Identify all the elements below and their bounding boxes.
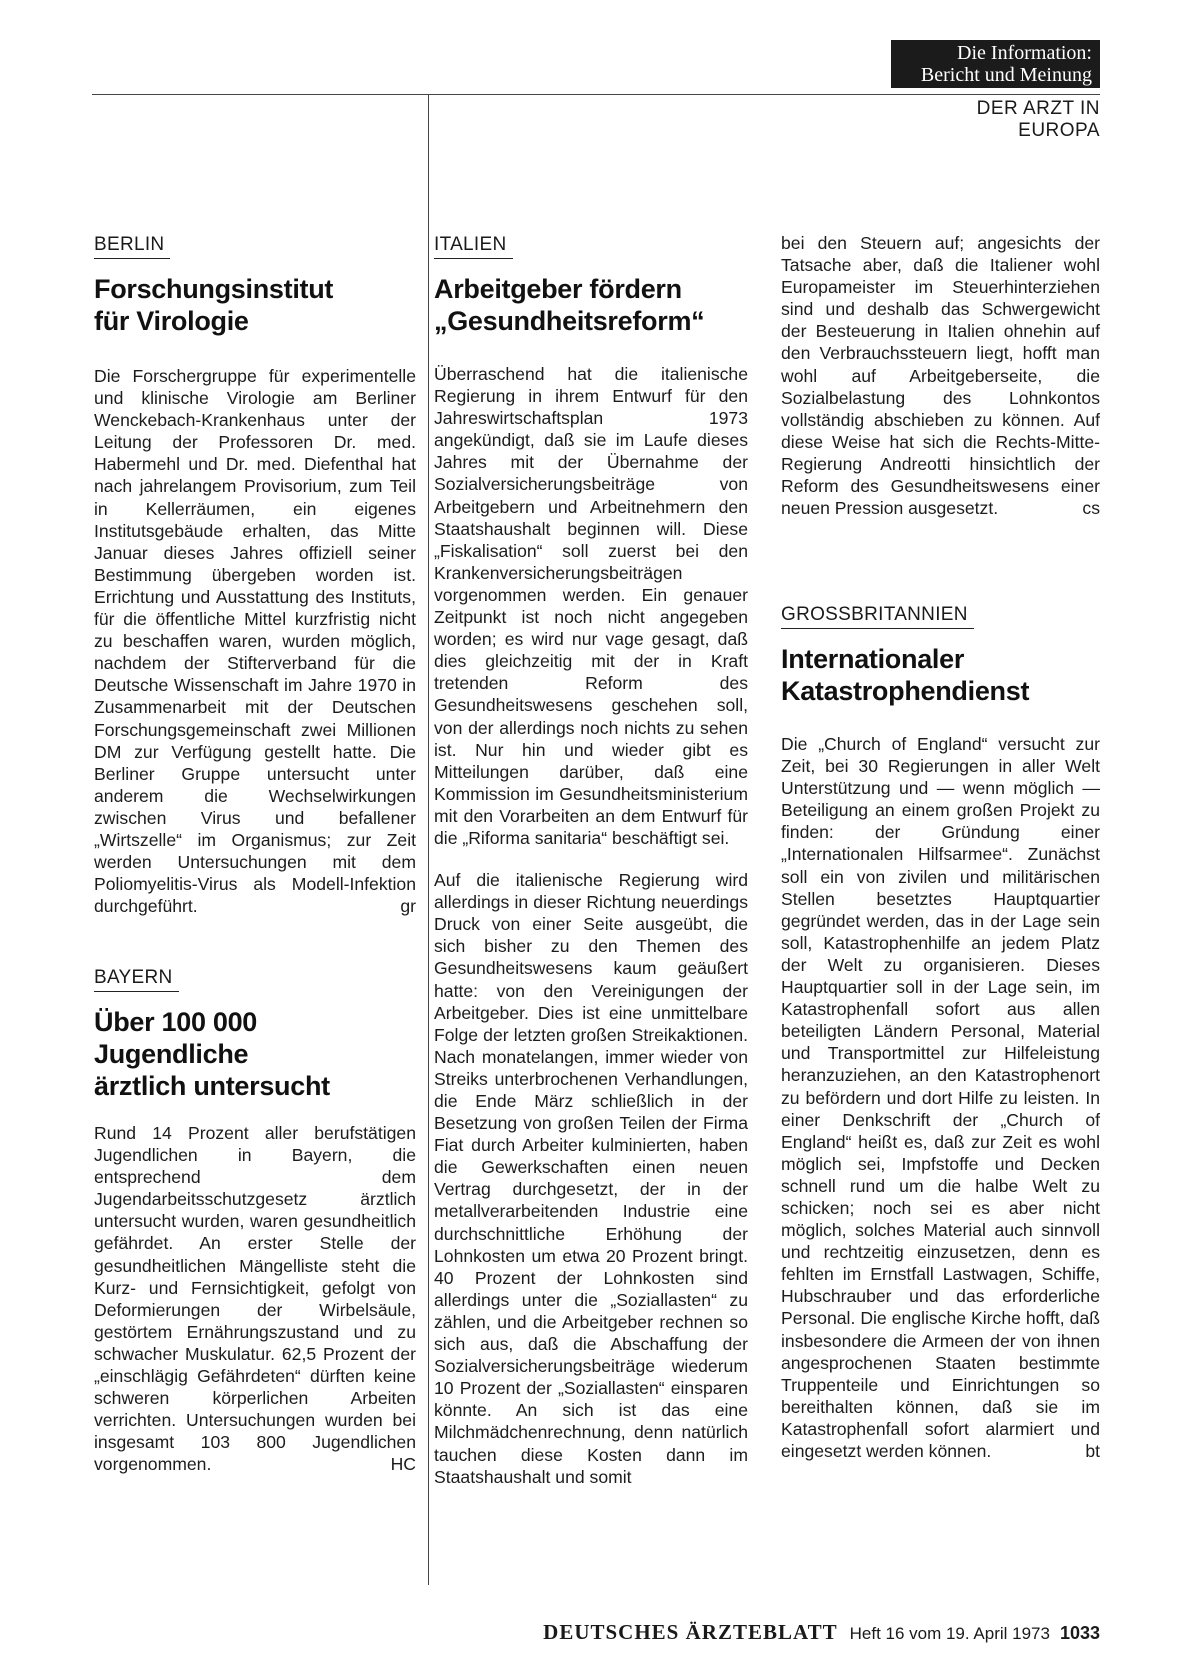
- article-body-text: Rund 14 Prozent aller berufstätigen Jugendlichen in Bayern, die entsprechend dem Jugendarbeitsschutzgesetz ärztlich untersucht wurden, waren gesundheitlich gefährdet. An erster Stelle der gesundheitlichen Mängelliste steht die Kurz- und Fernsichtigkeit, gefolgt von Deformierungen der Wirbelsäule, gestörtem Ernährungszustand und zu schwacher Muskulatur. 62,5 Prozent der „einschlägig Gefährdeten“ dürften keine schweren körperlichen Arbeiten verrichten. Untersuchungen wurden bei insgesamt 103 800 Jugendlichen vorgenommen.: [94, 1123, 416, 1475]
- article-body-paragraph: Überraschend hat die italienische Regierung in ihrem Entwurf für den Jahreswirtschaftsplan 1973 angekündigt, daß sie im Laufe dieses Jahres mit der Übernahme der Sozialversicherungsbeiträge von Arbeitgebern und Arbeitnehmern den Staatshaushalt beginnen will. Diese „Fiskalisation“ soll zuerst bei den Krankenversicherungsbeiträgen vorgenommen werden. Ein genauer Zeitpunkt ist noch nicht angegeben worden; es wird nur vage gesagt, daß dies gleichzeitig mit der in Kraft tretenden Reform des Gesundheitswesens geschehen soll, von der allerdings noch nichts zu sehen ist. Nur hin und wieder gibt es Mitteilungen darüber, daß eine Kommission im Gesundheitsministerium mit den Vorarbeiten an dem Entwurf für die „Riforma sanitaria“ beschäftigt sei.: [434, 364, 748, 848]
- article-body: [94, 1122, 416, 1476]
- article-headline: [94, 1006, 416, 1102]
- section-title: DER ARZT IN EUROPA: [976, 98, 1100, 141]
- headline-line: ärztlich untersucht: [94, 1071, 330, 1101]
- department-badge: [891, 40, 1100, 88]
- badge-line-2: Bericht und Meinung: [920, 64, 1092, 86]
- issue-info: Heft 16 vom 19. April 1973: [849, 1624, 1050, 1643]
- article-kicker: ITALIEN: [434, 232, 513, 259]
- headline-line: Arbeitgeber fördern: [434, 274, 682, 304]
- author-signature: HC: [390, 1454, 416, 1475]
- article-body-continued: [781, 232, 1100, 519]
- article-headline: [434, 273, 748, 337]
- article-headline: [781, 643, 1100, 707]
- headline-line: Internationaler: [781, 644, 965, 674]
- article-headline: [94, 273, 416, 337]
- author-signature: cs: [1082, 498, 1100, 519]
- article-grossbritannien: [781, 602, 1100, 1462]
- article-kicker: BAYERN: [94, 965, 179, 992]
- badge-line-1: Die Information:: [957, 42, 1092, 64]
- article-italien: [434, 232, 748, 1488]
- author-signature: bt: [1085, 1441, 1100, 1461]
- article-italien-continued: [781, 232, 1100, 519]
- headline-line: Katastrophendienst: [781, 676, 1030, 706]
- article-body: [94, 365, 416, 917]
- article-body: [781, 733, 1100, 1462]
- article-body-paragraph: Auf die italienische Regierung wird allerdings in dieser Richtung neuerdings Druck von einer Seite ausgeübt, die sich bisher zu den Themen des Gesundheitswesens kaum geäußert hatte: von den Vereinigungen der Arbeitgeber. Dies ist eine unmittelbare Folge der letzten großen Streikaktionen. Nach monatelangen, immer wieder von Streiks unterbrochenen Verhandlungen, die Ende März schließlich in der Besetzung von großen Teilen der Firma Fiat durch Arbeiter kulminierten, haben die Gewerkschaften einen neuen Vertrag durchgesetzt, der in der metallverarbeitenden Industrie eine durchschnittliche Erhöhung der Lohnkosten um etwa 20 Prozent bringt. 40 Prozent der Lohnkosten sind allerdings unter die „Soziallasten“ zu zählen, und die Arbeitgeber rechnen so sich aus, daß die Abschaffung der Sozialversicherungsbeiträge wiederum 10 Prozent der „Soziallasten“ einsparen könnte. An sich ist das eine Milchmädchenrechnung, denn natürlich tauchen diese Kosten dann im Staatshaushalt und somit: [434, 870, 748, 1487]
- article-kicker: GROSSBRITANNIEN: [781, 602, 974, 629]
- publication-name: DEUTSCHES ÄRZTEBLATT: [543, 1620, 838, 1644]
- page-footer: [460, 1620, 1100, 1648]
- article-bayern: [94, 965, 416, 1476]
- page-number: 1033: [1059, 1623, 1100, 1643]
- column-divider: [428, 95, 429, 1585]
- headline-line: Über 100 000: [94, 1007, 258, 1037]
- article-kicker: BERLIN: [94, 232, 170, 259]
- headline-line: „Gesundheitsreform“: [434, 306, 705, 336]
- author-signature: gr: [400, 896, 416, 917]
- headline-line: Forschungsinstitut: [94, 274, 334, 304]
- article-berlin: [94, 232, 416, 917]
- headline-line: Jugendliche: [94, 1039, 249, 1069]
- article-body-text: Die „Church of England“ versucht zur Zeit, bei 30 Regierungen in aller Welt Unterstützung und — wenn möglich — Beteiligung an einem großen Projekt zu finden: der Gründung einer „Internationalen Hilfsarmee“. Zunächst soll ein von zivilen und militärischen Stellen besetztes Hauptquartier gegründet werden, das in der Lage sein soll, Katastrophenhilfe an jedem Platz der Welt zu organisieren. Dieses Hauptquartier soll in der Lage sein, im Katastrophenfall sofort aus allen beteiligten Ländern Personal, Material und Transportmittel zur Hilfeleistung heranzuziehen, an den Katastrophenort zu befördern und dort Hilfe zu leisten. In einer Denkschrift der „Church of England“ heißt es, daß zur Zeit es wohl möglich sei, Impfstoffe und Decken schnell rund um die halbe Welt zu schicken; noch sei es aber nicht möglich, solches Material auch sinnvoll und rechtzeitig einzusetzen, denn es fehlten im Ernstfall Lastwagen, Schiffe, Hubschrauber und das erforderliche Personal. Die englische Kirche hofft, daß insbesondere die Armeen der von ihnen angesprochenen Staaten bestimmte Truppenteile und Einrichtungen so bereithalten können, daß sie im Katastrophenfall sofort alarmiert und eingesetzt werden können.: [781, 734, 1100, 1461]
- article-body-text: Die Forschergruppe für experimentelle und klinische Virologie am Berliner Wenckebach-Krankenhaus unter der Leitung der Professoren Dr. med. Habermehl und Dr. med. Diefenthal hat nach jahrelangem Provisorium, zum Teil in Kellerräumen, ein eigenes Institutsgebäude erhalten, das Mitte Januar dieses Jahres offiziell seiner Bestimmung übergeben worden ist. Errichtung und Ausstattung des Instituts, für die öffentliche Mittel kurzfristig nicht zu beschaffen waren, wurden möglich, nachdem der Stifterverband für die Deutsche Wissenschaft im Jahre 1970 in Zusammenarbeit mit der Deutschen Forschungsgemeinschaft zwei Millionen DM zur Verfügung gestellt hatte. Die Berliner Gruppe untersucht unter anderem die Wechselwirkungen zwischen Virus und befallener „Wirtszelle“ im Organismus; zur Zeit werden Untersuchungen mit dem Poliomyelitis-Virus als Modell-Infektion durchgeführt.: [94, 366, 416, 917]
- headline-line: für Virologie: [94, 306, 249, 336]
- article-body-text: bei den Steuern auf; angesichts der Tatsache aber, daß die Italiener wohl Europameister im Steuerhinterziehen sind und deshalb das Schwergewicht der Besteuerung in Italien ohnehin auf den Verbrauchssteuern liegt, hofft man wohl auf Arbeitgeberseite, die Sozialbelastung des Lohnkontos vollständig abschieben zu können. Auf diese Weise hat sich die Rechts-Mitte-Regierung Andreotti hinsichtlich der Reform des Gesundheitswesens einer neuen Pression ausgesetzt.: [781, 233, 1100, 519]
- top-rule: [92, 94, 1100, 95]
